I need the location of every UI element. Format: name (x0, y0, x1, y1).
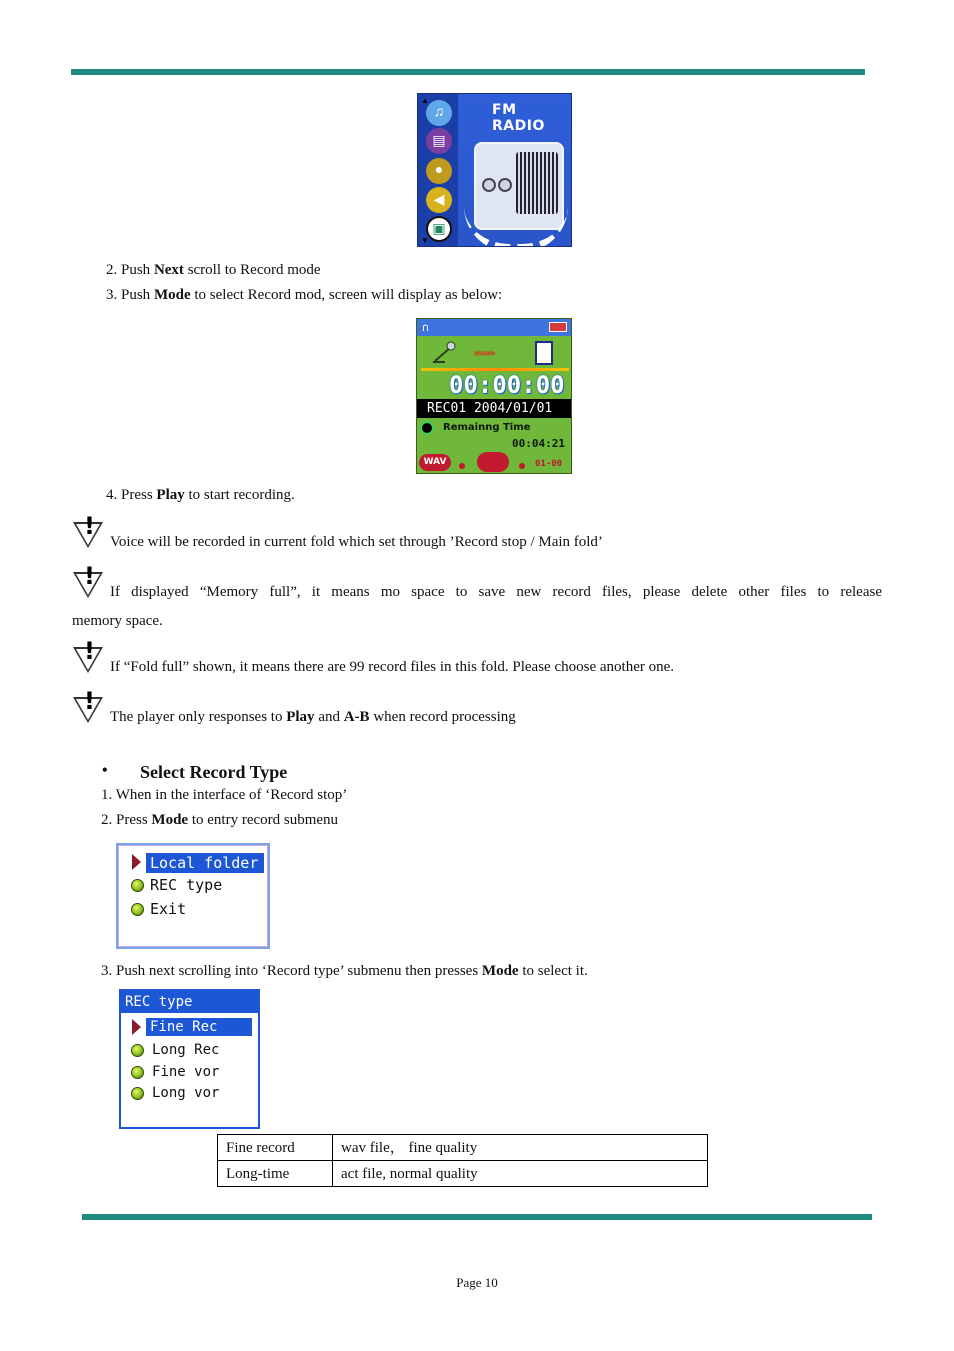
record-counter: 01-00 (535, 459, 563, 469)
indicator-dot (459, 463, 465, 469)
table-row (218, 1161, 708, 1187)
menu-item-exit[interactable]: Exit (150, 900, 187, 918)
record-file-info: REC01 2004/01/01 (417, 399, 571, 418)
scroll-up-icon: ▲ (421, 96, 429, 105)
wav-format-badge: WAV (419, 454, 451, 471)
remaining-label: Remainng Time (443, 422, 531, 433)
note-1: Voice will be recorded in current fold which set through ’Record stop / Main fold’ (110, 534, 603, 550)
fm-title: FM RADIO (492, 102, 545, 134)
section-step-1: 1. When in the interface of ‘Record stop’ (101, 787, 348, 803)
table-cell: Fine record (218, 1135, 333, 1161)
memory-card-icon (535, 341, 553, 365)
headphone-icon: ∩ (422, 321, 429, 334)
menu-item-fine-vor[interactable]: Fine vor (152, 1064, 220, 1080)
table-cell: Long-time (218, 1161, 333, 1187)
record-screen (416, 318, 572, 474)
step-3: 3. Push Mode to select Record mod, screen will display as below: (106, 287, 503, 303)
step-2: 2. Push Next scroll to Record mode (106, 262, 321, 278)
note-2-cont: memory space. (72, 613, 163, 629)
section-step-3: 3. Push next scrolling into ‘Record type’ submenu then presses Mode to select it. (101, 963, 588, 979)
step-4: 4. Press Play to start recording. (106, 487, 295, 503)
rec-type-title: REC type (121, 991, 258, 1013)
speaker-icon: ◀ (426, 187, 452, 213)
note-2: If displayed “Memory full”, it means mo space to save new record files, please delete other files to release (110, 584, 882, 600)
progress-arrows-icon: »»»» (473, 346, 494, 360)
radio-knob-right (498, 178, 512, 192)
menu-item-long-vor[interactable]: Long vor (152, 1085, 220, 1101)
table-cell: act file, normal quality (333, 1161, 708, 1187)
warning-icon: ! (73, 516, 103, 550)
section-bullet: • (102, 762, 108, 779)
bullet-ball-icon (131, 1066, 144, 1079)
table-cell: wav file， fine quality (333, 1135, 708, 1161)
indicator-dot (519, 463, 525, 469)
menu-item-long-rec[interactable]: Long Rec (152, 1042, 220, 1058)
bullet-ball-icon (131, 1087, 144, 1100)
stop-icon (420, 421, 434, 435)
menu-item-fine-rec[interactable]: Fine Rec (146, 1018, 252, 1036)
mic-stand-icon (431, 341, 457, 363)
scroll-down-icon: ▼ (421, 236, 429, 245)
page-number: Page 10 (456, 1275, 498, 1290)
warning-icon: ! (73, 691, 103, 725)
section-step-2: 2. Press Mode to entry record submenu (101, 812, 339, 828)
record-submenu (116, 843, 270, 949)
decorative-arc (464, 206, 568, 247)
remaining-time: 00:04:21 (512, 437, 565, 450)
header-rule (71, 69, 865, 75)
section-title: Select Record Type (140, 762, 288, 782)
music-icon: ♫ (426, 100, 452, 126)
bullet-ball-icon (131, 1044, 144, 1057)
menu-item-local-folder[interactable]: Local folder (146, 853, 264, 873)
selection-arrow-icon (132, 854, 141, 870)
fm-radio-screen (417, 93, 572, 247)
selection-arrow-icon (132, 1019, 141, 1035)
video-icon: ▤ (426, 128, 452, 154)
note-3: If “Fold full” shown, it means there are 99 record files in this fold. Please choose another one. (110, 659, 675, 675)
speaker-grill (516, 152, 558, 214)
table-row (218, 1135, 708, 1161)
radio-knob-left (482, 178, 496, 192)
footer-rule (82, 1214, 872, 1220)
status-bar (417, 319, 571, 336)
radio-icon: ▣ (426, 216, 452, 242)
note-4: The player only responses to Play and A-B when record processing (110, 709, 516, 725)
bullet-ball-icon (131, 879, 144, 892)
battery-icon (549, 322, 567, 332)
warning-icon: ! (73, 566, 103, 600)
microphone-icon: ● (426, 158, 452, 184)
mic-badge-icon (477, 452, 509, 472)
bullet-ball-icon (131, 903, 144, 916)
menu-item-rec-type[interactable]: REC type (150, 876, 223, 894)
rec-type-submenu (119, 989, 260, 1129)
record-timer: 00:00:00 (449, 371, 565, 399)
warning-icon: ! (73, 641, 103, 675)
record-type-table (217, 1134, 708, 1187)
